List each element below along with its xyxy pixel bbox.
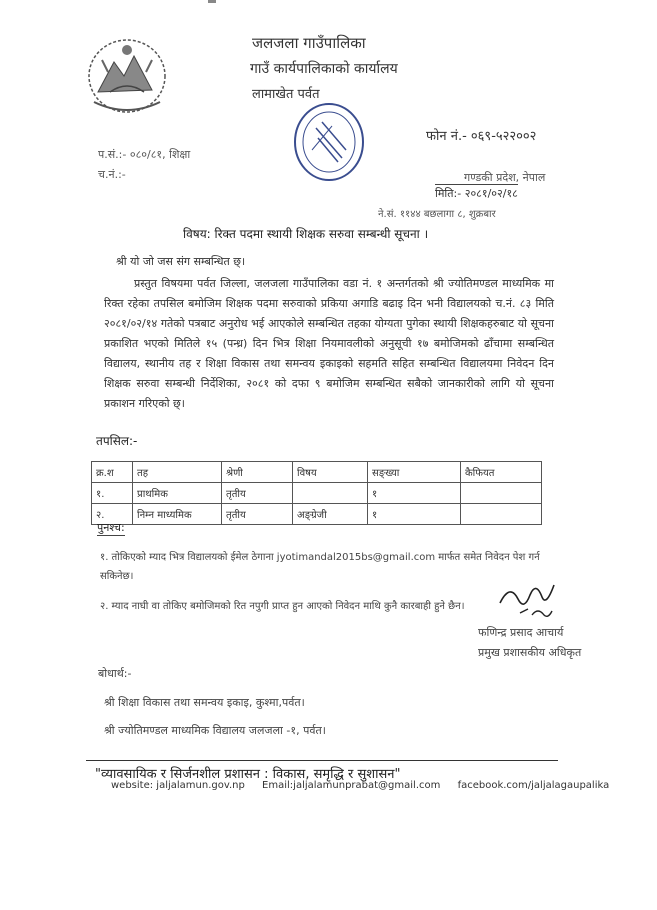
- table-header: तह: [133, 462, 222, 483]
- office-name: गाउँ कार्यपालिकाको कार्यालय: [250, 61, 398, 77]
- note-2: २. म्याद नाघी वा तोकिए बमोजिमको रित नपुगी प्राप्त हुन आएको निवेदन माथि कुनै कारबाही हुने छैन।: [100, 601, 465, 612]
- signature-icon: [496, 573, 558, 621]
- table-cell: अङ्ग्रेजी: [293, 504, 368, 525]
- body-text: प्रस्तुत विषयमा पर्वत जिल्ला, जलजला गाउँपालिका वडा नं. १ अन्तर्गतको श्री ज्योतिमण्डल माध्यमिक मा रिक्त रहेका तपसिल बमोजिम शिक्षक पदमा सरुवाको प्रकिया अगाडि बढाइ दिन भनी विद्यालयको च.नं. ८३ मिति २०८१/०२/१४ गतेको पत्रबाट अनुरोध भई आएकोले सम्बन्धित तहका योग्यता पुगेका स्थायी शिक्षकहरुबाट यो सूचना प्रकाशित भएको मितिले १५ (पन्ध्र) दिन भित्र शिक्षा नियमावलीको अनुसूची १७ बमोजिमको ढाँचामा सम्बन्धित विद्यालय, स्थानीय तह र शिक्षा विकास तथा समन्वय इकाइको सहमति सहित सम्बन्धित विद्यालयमा निवेदन दिन शिक्षक सरुवा सम्बन्धी निर्देशिका, २०८१ को दफा ९ बमोजिम सम्बन्धित सबैको जानकारीको लागि यो सूचना प्रकाशन गरिएको छ्।: [104, 277, 554, 410]
- punashcha-heading: पुनश्च:: [97, 521, 125, 534]
- reference-cn: च.नं.:-: [98, 168, 126, 181]
- nepal-sambat-date: ने.सं. ११४४ बछलागा ८, शुक्रबार: [378, 209, 496, 220]
- table-header-row: [92, 462, 542, 483]
- scan-mark: [208, 0, 216, 3]
- table-row: [92, 504, 542, 525]
- footer-website[interactable]: website: jaljalamun.gov.np: [111, 780, 245, 791]
- signatory-title: प्रमुख प्रशासकीय अधिकृत: [478, 646, 582, 659]
- salutation: श्री यो जो जस संग सम्बन्धित छ्।: [116, 255, 246, 268]
- nepal-emblem-icon: [80, 32, 174, 118]
- province: गण्डकी प्रदेश, नेपाल: [464, 171, 546, 184]
- table-cell: [293, 483, 368, 504]
- signatory-name: फणिन्द्र प्रसाद आचार्य: [478, 626, 564, 639]
- note-1: १. तोकिएको म्याद भित्र विद्यालयको ईमेल ठेगाना jyotimandal2015bs@gmail.com मार्फत समेत निवेदन पेश गर्न सकिनेछ।: [100, 552, 540, 582]
- table-cell: प्राथमिक: [133, 483, 222, 504]
- office-seal-icon: [288, 98, 370, 186]
- table-cell: तृतीय: [222, 504, 293, 525]
- details-heading: तपसिल:-: [96, 434, 138, 448]
- body-paragraph: [104, 274, 554, 414]
- table-cell: निम्न माध्यमिक: [133, 504, 222, 525]
- cc-item: श्री ज्योतिमण्डल माध्यमिक विद्यालय जलजला -१, पर्वत।: [104, 724, 326, 737]
- table-header: श्रेणी: [222, 462, 293, 483]
- cc-item: श्री शिक्षा विकास तथा समन्वय इकाइ, कुश्मा,पर्वत।: [104, 696, 305, 709]
- table-cell: तृतीय: [222, 483, 293, 504]
- table-cell: २.: [92, 504, 133, 525]
- table-row: [92, 483, 542, 504]
- table-cell: [461, 504, 542, 525]
- table-cell: १: [368, 504, 461, 525]
- table-cell: [461, 483, 542, 504]
- table-cell: १.: [92, 483, 133, 504]
- letter-date: मिति:- २०८१/०२/१८: [435, 184, 518, 201]
- office-location: लामाखेत पर्वत: [252, 87, 320, 102]
- reference-ps: प.सं.:- ०८०/८१, शिक्षा: [98, 148, 191, 161]
- table-cell: १: [368, 483, 461, 504]
- table-header: विषय: [293, 462, 368, 483]
- footer-divider: [86, 760, 558, 761]
- footer-email[interactable]: Email:jaljalamunprabat@gmail.com: [262, 780, 441, 791]
- table-header: क्र.श: [92, 462, 133, 483]
- footer-motto: "व्यावसायिक र सिर्जनशील प्रशासन : विकास, समृद्धि र सुशासन": [95, 767, 401, 782]
- table-header: सङ्ख्या: [368, 462, 461, 483]
- subject-line: विषय: रिक्त पदमा स्थायी शिक्षक सरुवा सम्बन्धी सूचना ।: [183, 227, 429, 241]
- org-name: जलजला गाउँपालिका: [252, 34, 366, 52]
- table-header: कैफियत: [461, 462, 542, 483]
- vacancy-table: [91, 461, 542, 525]
- cc-heading: बोधार्थ:-: [98, 667, 132, 680]
- footer-facebook[interactable]: facebook.com/jaljalagaupalika: [457, 780, 610, 791]
- footer-contacts: [111, 780, 623, 791]
- phone-number: फोन नं.- ०६९-५२२००२: [426, 129, 537, 144]
